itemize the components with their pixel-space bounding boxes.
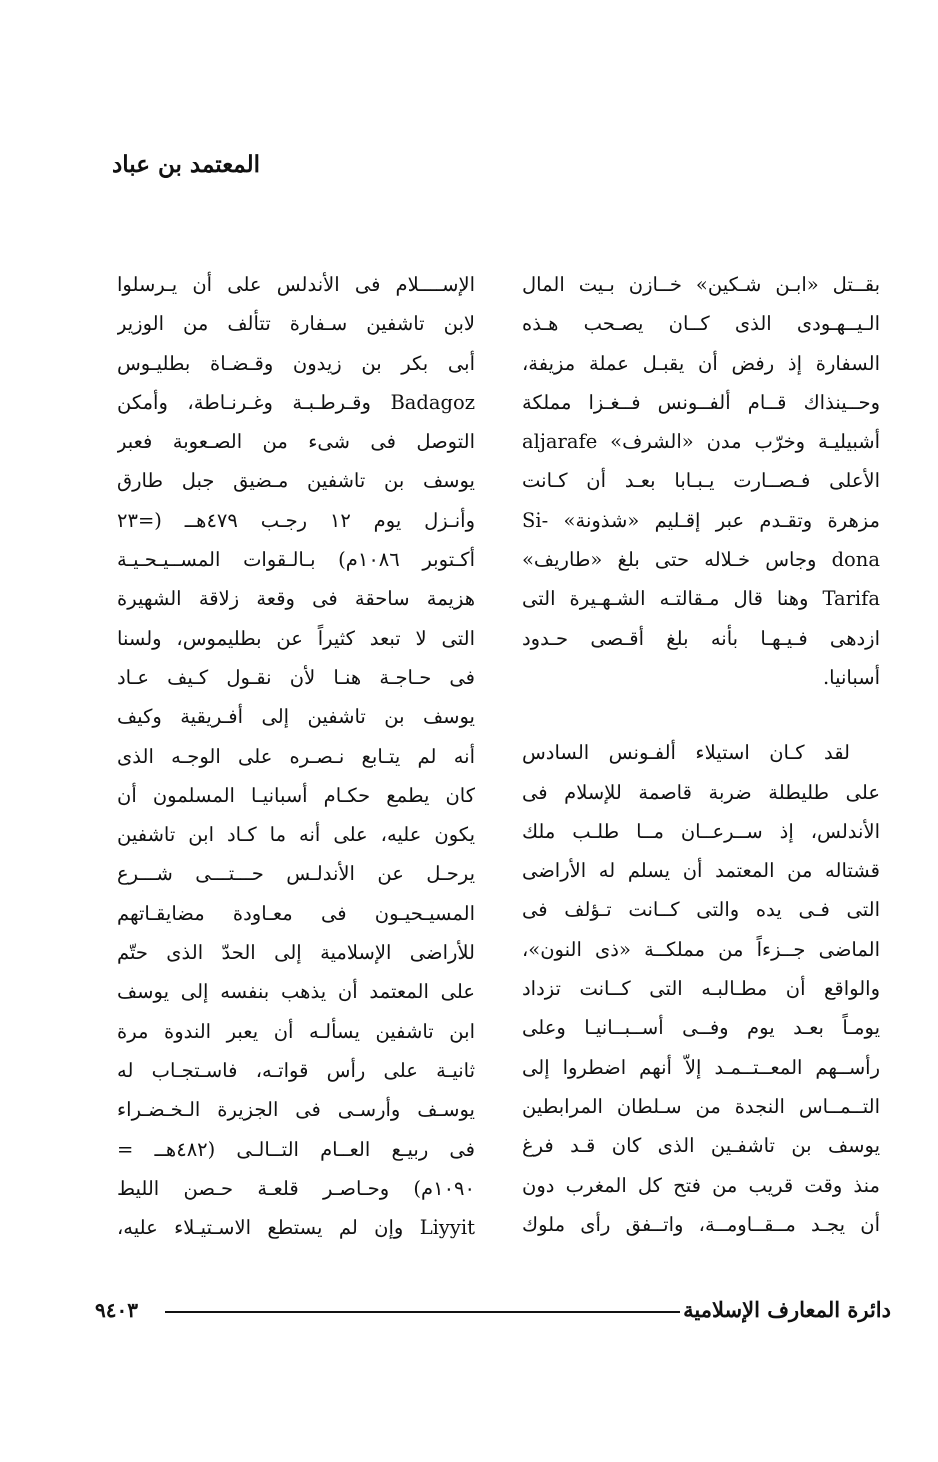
text-line: ازدهى فـيـهـا بأنه بلغ أقـصى حـدود [522,626,880,650]
text-line: والواقع أن مطـالبـه التى كــانت تزداد [522,977,880,1001]
text-line: فى ربيـع العــام التــالـى (٤٨٢هــ = [117,1137,475,1161]
text-line: dona وجاس خـلاله حتى بلغ «طاريف» [522,548,880,572]
text-line: أسبانيا. [822,665,880,689]
text-line: السفارة إذ رفض أن يقبـل عملة مزيفة، [522,351,880,375]
text-line: على المعتمد أن يذهب بنفسه إلى يوسف [117,980,475,1004]
footer-rule [165,1311,680,1313]
text-line: كان يطمع حكـام أسبانيـا المسلمون أن [117,783,475,807]
text-line: المسيـحيـون فى معـاودة مضايقـاتهم [117,901,475,925]
text-line: أبى بكر بن زيدون وقـضـاة بطليـوس [117,351,475,375]
text-line: التوصل فى شىء من الصـعوبة فعبر [117,430,475,454]
right-column [522,265,880,1244]
text-line: Badagoz وقـرطـبـة وغـرنـاطة، وأمكن [117,390,475,414]
text-line: رأســهم المعــتــمـد إلاّ أنهم اضطروا إلى [522,1055,880,1079]
text-line: يوسف بن تاشفين إلى أفـريقية وكيف [117,705,475,729]
left-column [117,265,475,1247]
text-line: الأندلس، إذ ســرعــان مــا طلـب ملك [522,819,880,843]
text-line: وحــينذاك قــام ألفــونس فــغـزا مملكة [522,390,880,414]
text-line: فى حـاجـة هنـا لأن نقـول كـيف عـاد [117,665,475,689]
text-line: الـيــهـودى الذى كــان يصـحب هـذه [522,312,880,336]
text-line: التى لا تبعد كثيراً عن بطليموس، ولسنا [117,626,475,650]
text-line: قشتاله من المعتمد أن يسلم له الأراضى [522,859,880,883]
text-line: يوسـف وأرسـى فى الجزيرة الـخـضـراء [117,1098,475,1122]
text-line: الماضى جــزءاً من مملكــة «ذى النون»، [522,937,880,961]
text-line: التــمــاس النجدة من سـلطان المرابطين [522,1094,880,1118]
text-line: الأعلى فـصــارت يـبـابا بعـد أن كـانت [522,469,880,493]
text-line: ١٠٩٠م) وحـاصـر قلعـة حـصن الليط [117,1176,475,1200]
text-line: أنه لم يتـابع نـصـره على الوجـه الذى [117,744,475,768]
text-line: الإســــلام فى الأندلس على أن يـرسلوا [117,273,475,296]
text-line: التى فـى يده والتى كــانت تـؤلف فى [522,898,880,922]
text-line: يرحـل عن الأندلـس حـــتـــى شـــرع [117,862,475,886]
text-line: بقــتل «ابـن شـكين» خــازن بـيت المال [522,273,880,296]
running-head-title: المعتمد بن عباد [112,151,260,178]
text-line: يومـاً بعـد يوم وفــى أســبــانيـا وعلى [522,1016,880,1040]
publication-title: دائرة المعارف الإسلامية [683,1297,891,1322]
text-line: ابن تاشفين يسألـه أن يعبر الندوة مرة [117,1019,475,1043]
text-line: لابن تاشفين سـفارة تتألف من الوزير [117,312,475,336]
text-line: أكـتوبر ١٠٨٦م) بـالـقوات المســيـحـيـة [117,548,475,572]
text-line: يوسف بن تاشفـين الذى كان قـد فرغ [522,1134,880,1158]
text-line: ثانيـة على رأس قواتـه، فاسـتجـاب له [117,1058,475,1082]
text-line: Tarifa وهنا قال مـقالتـه الشـهـيرة التى [522,587,880,611]
paragraph-gap [522,697,880,733]
page-footer [95,1292,891,1328]
text-line: أشبيليـة وخرّب مدن «الشرف» aljarafe [522,430,880,454]
text-line: يوسف بن تاشفين مـضيق جبل طارق [117,469,475,493]
text-line: أن يجـد مــقــاومــة، واتــفق رأى ملوك [522,1212,880,1236]
text-line: مزهرة وتقـدم عبر إقـليم «شذونة» -Si [522,508,880,532]
text-line: وأنـزل يوم ١٢ رجـب ٤٧٩هــ (=٢٣ [117,508,475,532]
text-line: لقد كـان استيلاء ألفـونس السادس [522,741,850,765]
text-line: للأراضى الإسلامية إلى الحدّ الذى حتّم [117,941,475,965]
text-line: Liyyit وإن لم يستطع الاسـتيـلاء عليه، [117,1216,475,1240]
text-line: منذ وقت قريب من فتح كل المغرب دون [522,1173,880,1197]
text-line: يكون عليه، على أنه ما كـاد ابن تاشفين [117,823,475,847]
text-line: هزيمة ساحقة فى وقعة زلاقة الشهيرة [117,587,475,611]
text-line: على طليطلة ضربة قاصمة للإسلام فى [522,780,880,804]
page-number: ٩٤٠٣ [95,1298,138,1322]
